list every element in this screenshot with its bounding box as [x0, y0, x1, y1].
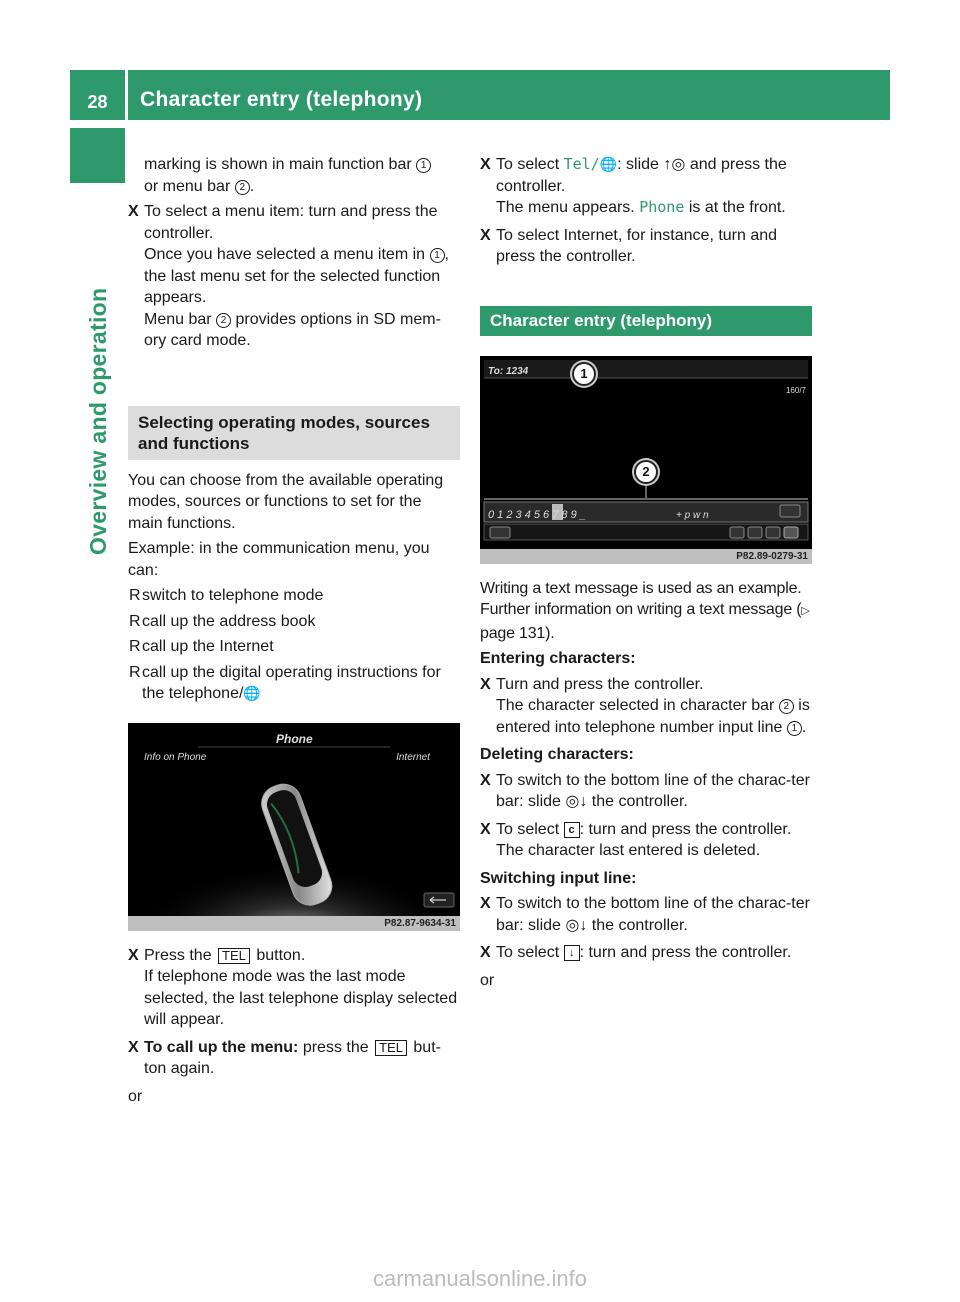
- step-text: press the: [302, 1038, 369, 1056]
- callout-1-icon: 1: [572, 362, 596, 386]
- intro-paragraph: marking is shown in main function bar 1 or menu bar 2 .: [128, 154, 460, 197]
- bullet-icon: R: [129, 587, 141, 604]
- step-text: To select Internet, for instance, turn and press the controller.: [496, 226, 778, 265]
- step-text: The character selected in character bar: [496, 697, 775, 714]
- step-text: provides options in SD mem-ory card mode.: [144, 310, 441, 349]
- step-text: To select a menu item: turn and press the controller.: [144, 203, 438, 242]
- left-column: [128, 154, 460, 1115]
- step-select-menu-item: [128, 201, 460, 352]
- subheading-deleting: Deleting characters:: [480, 746, 634, 763]
- page-reference-icon: ▷: [801, 605, 810, 617]
- tel-menu-label: Tel/: [563, 155, 600, 173]
- slide-down-icon: ◎↓: [565, 793, 588, 810]
- side-tab-label: Overview and operation: [85, 287, 111, 555]
- step-text: and press the controller.: [496, 156, 787, 195]
- subheading-entering: Entering characters:: [480, 650, 636, 667]
- step-text: Once you have selected a menu item in: [144, 246, 426, 263]
- character-bar-extras: + p w n: [676, 509, 709, 521]
- step-select-internet: [480, 225, 812, 268]
- step-arrow-icon: X: [480, 675, 491, 693]
- step-switch-bottom-line: [480, 893, 812, 936]
- callout-2-icon: 2: [634, 460, 658, 484]
- step-text: : turn and press the controller.: [579, 820, 792, 838]
- step-turn-press: X Turn and press the controller. The character selected in character bar 2 is entered into telephone number input line 1 .: [480, 675, 810, 736]
- step-text: The character last entered is deleted.: [496, 842, 761, 859]
- step-text: is at the front.: [688, 199, 786, 216]
- step-arrow-icon: X: [128, 203, 139, 220]
- phone-menu-screenshot: [128, 723, 460, 931]
- bullet-icon: R: [129, 638, 141, 655]
- step-arrow-icon: X: [128, 1038, 139, 1056]
- globe-icon: 🌐: [599, 156, 618, 172]
- body-text: Writing a text message is used as an example. Further information on writing a text message (: [480, 579, 802, 618]
- step-text: Turn and press the controller.: [496, 675, 704, 693]
- step-text: The menu appears.: [496, 199, 635, 216]
- slide-down-icon: ◎↓: [565, 916, 588, 934]
- step-switch-bottom-line: [480, 770, 812, 813]
- step-text: button.: [256, 946, 306, 964]
- phone-title: Phone: [276, 731, 313, 746]
- watermark: carmanualsonline.info: [372, 1266, 588, 1291]
- slide-up-icon: ↑◎: [663, 156, 686, 173]
- list-item-text: switch to telephone mode: [142, 587, 324, 604]
- step-arrow-icon: X: [480, 895, 491, 912]
- body-text: page 131).: [480, 624, 555, 642]
- right-column: [480, 154, 812, 999]
- callout-1-icon: 1: [416, 158, 431, 173]
- header-divider: [125, 70, 128, 120]
- step-select-c: [480, 819, 812, 862]
- callout-2-icon: 2: [235, 180, 250, 195]
- or-text: or: [128, 1087, 143, 1105]
- step-arrow-icon: X: [128, 946, 139, 964]
- step-text: the controller.: [591, 916, 688, 934]
- step-text: To select: [496, 156, 560, 173]
- figure-code: P82.89-0279-31: [736, 550, 808, 562]
- list-item: [128, 636, 460, 658]
- down-arrow-icon: ↓: [564, 945, 580, 961]
- tel-key-icon: TEL: [218, 948, 250, 964]
- callout-2-icon: 2: [216, 313, 231, 328]
- step-arrow-icon: X: [480, 226, 491, 244]
- step-text: To switch to the bottom line of the charac-ter bar: slide: [496, 771, 810, 810]
- list-item-text: call up the digital operating instructions for the telephone/: [142, 663, 441, 702]
- tel-key-icon: TEL: [375, 1040, 407, 1056]
- step-text: : turn and press the controller.: [579, 944, 792, 961]
- step-text: , the last menu set for the selected function appears.: [144, 246, 449, 306]
- figure-code: P82.87-9634-31: [384, 917, 456, 929]
- phone-menu-label: Phone: [639, 198, 685, 216]
- character-bar: 0 1 2 3 4 5 6 7 8 9 _: [488, 508, 586, 521]
- step-arrow-icon: X: [480, 156, 491, 173]
- callout-1-icon: 1: [787, 721, 802, 736]
- section-heading-operating-modes: Selecting operating modes, sources and functions: [128, 406, 460, 460]
- internet-label: Internet: [396, 751, 430, 763]
- step-text: Press the: [144, 946, 212, 964]
- page-number: 28: [87, 92, 108, 112]
- step-arrow-icon: X: [480, 771, 491, 789]
- bullet-icon: R: [129, 612, 141, 630]
- step-text: is entered into telephone number input line: [496, 697, 810, 736]
- step-text: To switch to the bottom line of the charac-ter bar: slide: [496, 895, 810, 934]
- or-text: or: [480, 971, 495, 989]
- delete-c-icon: c: [564, 822, 580, 838]
- phone-number-input: To: 1234: [488, 365, 529, 377]
- intro-text-2: or menu bar: [144, 177, 231, 195]
- step-label: To call up the menu:: [144, 1038, 299, 1056]
- character-entry-screenshot: [480, 356, 812, 564]
- step-text: Menu bar: [144, 310, 212, 328]
- page-title: Character entry (telephony): [140, 88, 423, 111]
- subheading-switching: Switching input line:: [480, 869, 637, 887]
- list-item-text: call up the address book: [142, 612, 316, 630]
- step-text: To select: [496, 944, 560, 961]
- body-paragraph: Example: in the communication menu, you can:: [128, 540, 430, 579]
- list-item: [128, 585, 460, 607]
- step-text: If telephone mode was the last mode selected, the last telephone display selected will appear.: [144, 968, 458, 1028]
- body-paragraph: [480, 578, 812, 645]
- section-heading-character-entry: Character entry (telephony): [480, 306, 812, 336]
- step-text: but-ton again.: [144, 1038, 441, 1077]
- step-arrow-icon: X: [480, 944, 491, 961]
- character-counter: 160/7: [785, 385, 806, 395]
- step-select-down-arrow: [480, 942, 812, 964]
- callout-2-icon: 2: [779, 699, 794, 714]
- callout-1-icon: 1: [430, 248, 445, 263]
- bullet-icon: R: [129, 663, 141, 681]
- info-on-phone-label: Info on Phone: [144, 751, 207, 763]
- list-item-text: call up the Internet: [142, 638, 274, 655]
- step-press-tel: [128, 945, 460, 1031]
- intro-text-1: marking is shown in main function bar: [144, 156, 412, 173]
- step-arrow-icon: X: [480, 820, 491, 838]
- globe-icon: 🌐: [243, 685, 261, 701]
- step-text: To select: [496, 820, 560, 838]
- body-paragraph: You can choose from the available operating modes, sources or functions to set for the main functions.: [128, 471, 444, 532]
- step-select-tel: [480, 154, 812, 219]
- list-item: [128, 611, 460, 633]
- step-text: the controller.: [591, 793, 688, 810]
- list-item: [128, 662, 460, 705]
- step-text: : slide: [617, 156, 659, 173]
- step-call-up-menu: [128, 1037, 460, 1080]
- side-tab-marker: [70, 128, 125, 183]
